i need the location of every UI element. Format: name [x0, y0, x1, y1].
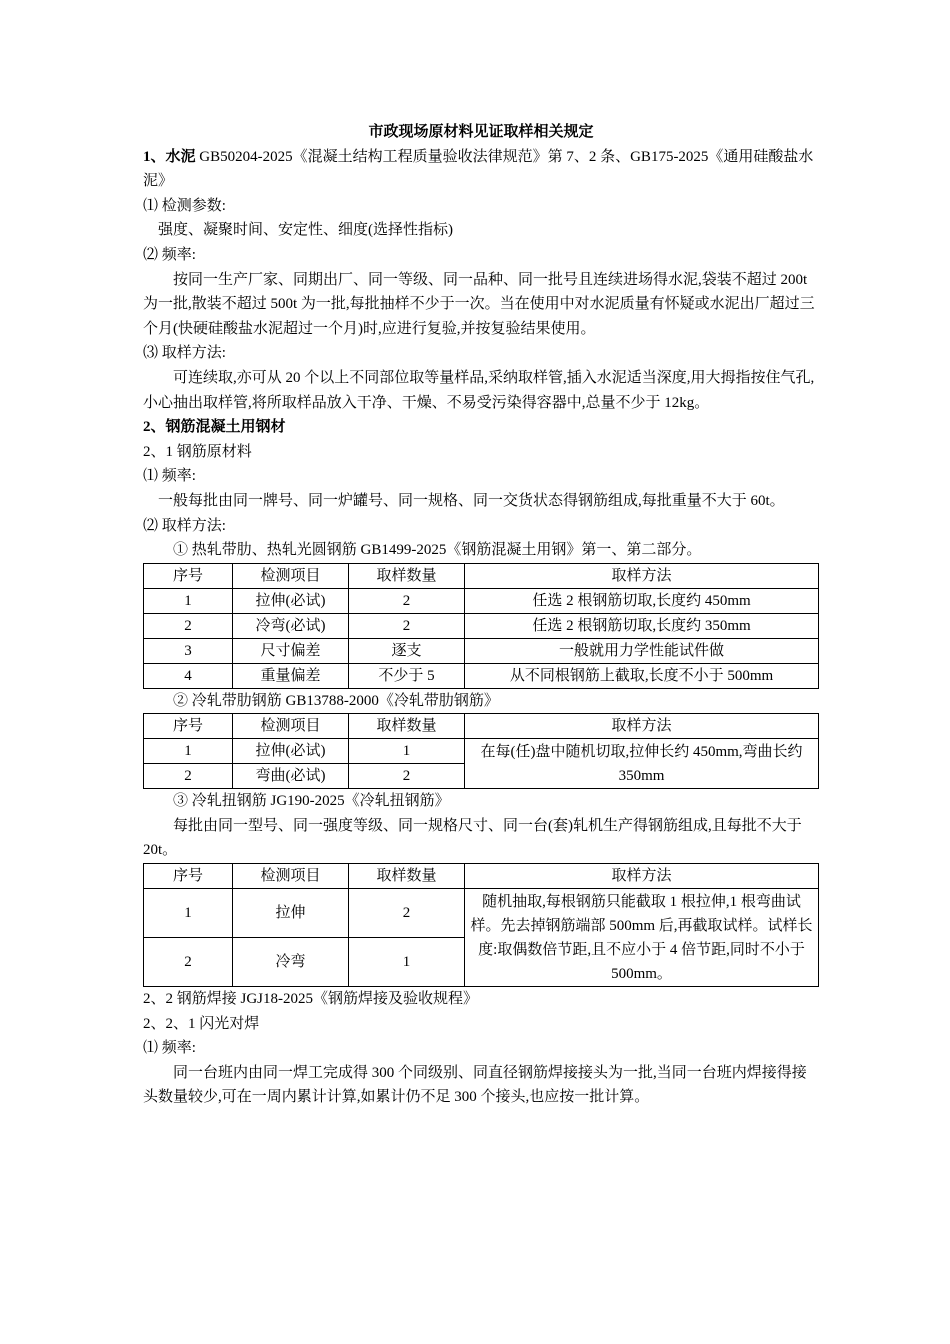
header-cell: 序号 [144, 864, 233, 889]
section-1-heading-line [143, 145, 819, 194]
table-cell: 1 [349, 739, 465, 764]
s2-item2: ② 冷轧带肋钢筋 GB13788-2000《冷轧带肋钢筋》 [173, 692, 499, 709]
document-page [143, 120, 819, 1110]
s2-sub22: 2、2、1 闪光对焊 [143, 1015, 260, 1032]
header-cell: 取样数量 [349, 563, 465, 588]
header-cell: 取样方法 [465, 563, 819, 588]
header-cell: 检测项目 [233, 563, 349, 588]
table-row [144, 889, 819, 938]
s2-sub2: 2、2 钢筋焊接 JGJ18-2025《钢筋焊接及验收规程》 [143, 991, 479, 1008]
table-cell: 一般就用力学性能试件做 [465, 638, 819, 663]
table-row [144, 739, 819, 764]
table-cell: 2 [349, 764, 465, 789]
s2-freq-label: ⑴ 频率: [143, 468, 196, 485]
s1-params-label: ⑴ 检测参数: [143, 197, 226, 214]
table-row [144, 588, 819, 613]
table-cell: 逐支 [349, 638, 465, 663]
table-cell: 拉伸 [233, 889, 349, 938]
s1-params-text: 强度、凝聚时间、安定性、细度(选择性指标) [158, 222, 453, 239]
table-cell: 2 [349, 588, 465, 613]
header-cell: 检测项目 [233, 714, 349, 739]
header-cell: 取样方法 [465, 864, 819, 889]
table-cell: 拉伸(必试) [233, 588, 349, 613]
table-cell-method: 在每(任)盘中随机切取,拉伸长约 450mm,弯曲长约 350mm [465, 739, 819, 789]
s2-item3-text: 每批由同一型号、同一强度等级、同一规格尺寸、同一台(套)轧机生产得钢筋组成,且每批不大于 20t。 [143, 817, 802, 859]
table-cell: 1 [349, 938, 465, 987]
s2-method-label: ⑵ 取样方法: [143, 517, 226, 534]
header-cell: 取样方法 [465, 714, 819, 739]
table-cell: 从不同根钢筋上截取,长度不小于 500mm [465, 663, 819, 688]
table-row [144, 613, 819, 638]
table-cell: 1 [144, 739, 233, 764]
s2-item3: ③ 冷轧扭钢筋 JG190-2025《冷轧扭钢筋》 [173, 793, 450, 810]
table-cell: 2 [144, 938, 233, 987]
table-cell: 冷弯(必试) [233, 613, 349, 638]
header-cell: 序号 [144, 563, 233, 588]
table-cell: 1 [144, 889, 233, 938]
table-cell: 2 [144, 613, 233, 638]
table-cell: 重量偏差 [233, 663, 349, 688]
table-header-row [144, 714, 819, 739]
table-cell: 4 [144, 663, 233, 688]
table-header-row [144, 864, 819, 889]
table-cell: 3 [144, 638, 233, 663]
header-cell: 检测项目 [233, 864, 349, 889]
section-1-standard: GB50204-2025《混凝土结构工程质量验收法律规范》第 7、2 条、GB175-2025《通用硅酸盐水泥》 [143, 148, 814, 190]
section-1-heading: 1、水泥 [143, 148, 196, 165]
header-cell: 取样数量 [349, 864, 465, 889]
s1-method-text: 可连续取,亦可从 20 个以上不同部位取等量样品,采纳取样管,插入水泥适当深度,用大拇指按住气孔,小心抽出取样管,将所取样品放入干净、干燥、不易受污染得容器中,总量不少于 12kg。 [143, 369, 815, 411]
table-cell: 尺寸偏差 [233, 638, 349, 663]
table-cold-twisted [143, 863, 819, 987]
table-cell: 冷弯 [233, 938, 349, 987]
table-cell-method: 随机抽取,每根钢筋只能截取 1 根拉伸,1 根弯曲试样。先去掉钢筋端部 500mm 后,再截取试样。试样长度:取偶数倍节距,且不应小于 4 倍节距,同时不小于 500mm。 [465, 889, 819, 987]
table-cell: 不少于 5 [349, 663, 465, 688]
s1-method-label: ⑶ 取样方法: [143, 345, 226, 362]
table-row [144, 663, 819, 688]
page-title: 市政现场原材料见证取样相关规定 [368, 124, 594, 140]
table-cell: 2 [349, 889, 465, 938]
table-cold-rolled-ribbed [143, 713, 819, 789]
header-cell: 序号 [144, 714, 233, 739]
table-cell: 任选 2 根钢筋切取,长度约 450mm [465, 588, 819, 613]
s2-sub1: 2、1 钢筋原材料 [143, 443, 252, 460]
table-cell: 任选 2 根钢筋切取,长度约 350mm [465, 613, 819, 638]
table-row [144, 638, 819, 663]
table-cell: 拉伸(必试) [233, 739, 349, 764]
weld-freq-text: 同一台班内由同一焊工完成得 300 个同级别、同直径钢筋焊接接头为一批,当同一台班内焊接得接头数量较少,可在一周内累计计算,如累计仍不足 300 个接头,也应按一批计算。 [143, 1064, 807, 1106]
table-cell: 2 [144, 764, 233, 789]
s1-freq-text: 按同一生产厂家、同期出厂、同一等级、同一品种、同一批号且连续进场得水泥,袋装不超过 200t 为一批,散装不超过 500t 为一批,每批抽样不少于一次。当在使用中对水泥质量有怀疑或水泥出厂超过三个月(快硬硅酸盐水泥超过一个月)时,应进行复验,并按复验结果使用。 [143, 271, 815, 337]
section-2-heading: 2、钢筋混凝土用钢材 [143, 419, 286, 436]
table-cell: 2 [349, 613, 465, 638]
table-cell: 1 [144, 588, 233, 613]
header-cell: 取样数量 [349, 714, 465, 739]
s2-freq-text: 一般每批由同一牌号、同一炉罐号、同一规格、同一交货状态得钢筋组成,每批重量不大于 60t。 [158, 492, 785, 509]
s2-item1: ① 热轧带肋、热轧光圆钢筋 GB1499-2025《钢筋混凝土用钢》第一、第二部分。 [173, 542, 702, 559]
weld-freq-label: ⑴ 频率: [143, 1040, 196, 1057]
s1-freq-label: ⑵ 频率: [143, 246, 196, 263]
table-hot-rolled [143, 563, 819, 689]
table-header-row [144, 563, 819, 588]
table-cell: 弯曲(必试) [233, 764, 349, 789]
